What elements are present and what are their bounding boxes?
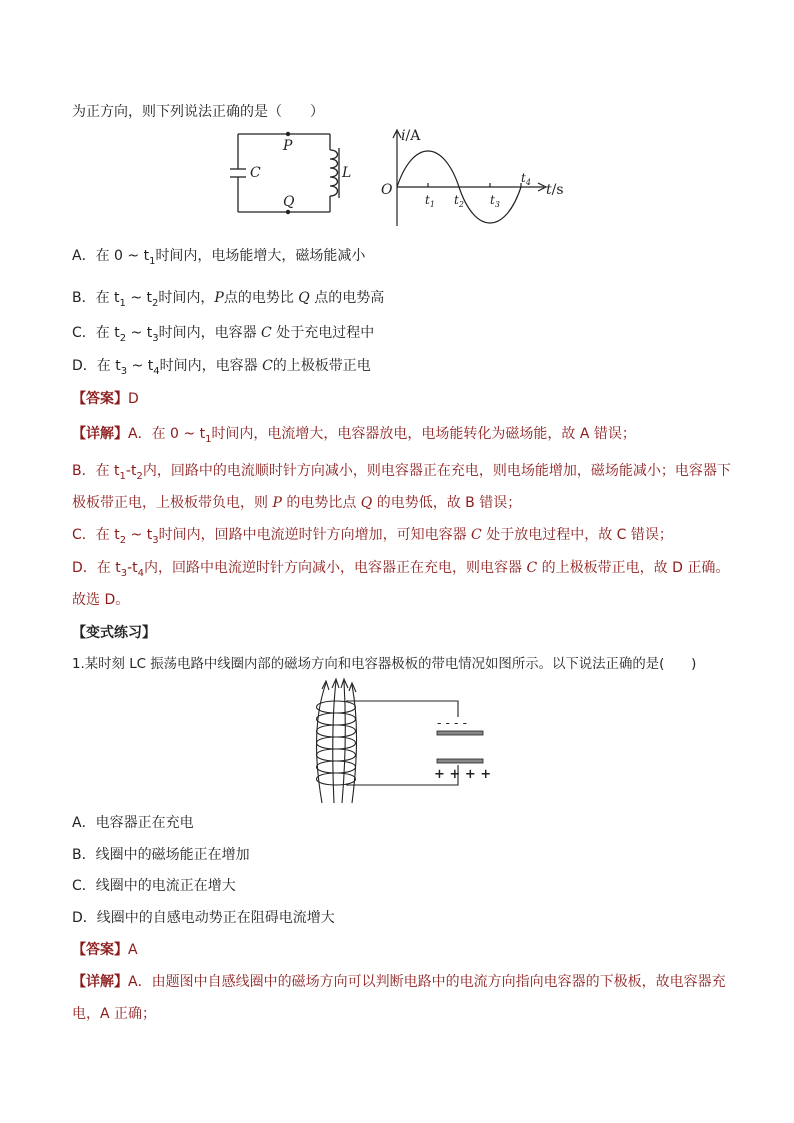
option-d: D．在 $t_3$ ~ $t_4$时间内，电容器 C的上极板带正电 — [72, 358, 371, 377]
option-b: B．在 $t_1$ ~ $t_2$时间内，P点的电势比 Q 点的电势高 — [72, 290, 385, 309]
tick-t1: $t_1$ — [425, 193, 435, 209]
tick-t4: $t_4$ — [521, 171, 531, 187]
coil-capacitor-diagram — [300, 677, 496, 805]
y-axis-label: i/A — [401, 128, 421, 144]
practice-option-d: D．线圈中的自感电动势正在阻碍电流增大 — [72, 910, 335, 926]
capacitor-top-plate — [437, 731, 483, 735]
practice-option-a: A．电容器正在充电 — [72, 815, 194, 831]
practice-option-b: B．线圈中的磁场能正在增加 — [72, 847, 250, 863]
inductor-coil — [330, 150, 338, 196]
coil-turns — [317, 701, 356, 785]
inductor-label: L — [342, 165, 352, 181]
detail-line-3: 极板带正电，上极板带负电，则 P 的电势比点 Q 的电势低，故 B 错误； — [72, 495, 522, 511]
practice-heading: 【变式练习】 — [72, 625, 156, 641]
capacitor-bottom-plate — [437, 759, 483, 763]
answer-line: 【答案】D — [72, 391, 139, 407]
option-a: A．在 0 ~ $t_1$时间内，电场能增大，磁场能减小 — [72, 248, 366, 267]
practice-detail-line-1: 【详解】A．由题图中自感线圈中的磁场方向可以判断电路中的电流方向指向电容器的下极板，故电容器充 — [72, 974, 726, 990]
question-stem: 为正方向，则下列说法正确的是（ ） — [72, 104, 324, 120]
x-axis-label: t/s — [546, 182, 564, 198]
detail-line-2: B．在 $t_1-t_2$内，回路中的电流顺时针方向减小，则电容器正在充电，则电场能增加，磁场能减小；电容器下 — [72, 463, 731, 482]
detail-line-1: 【详解】A．在 0 ~ $t_1$时间内，电流增大，电容器放电，电场能转化为磁场能，故 A 错误； — [72, 426, 636, 445]
practice-option-c: C．线圈中的电流正在增大 — [72, 878, 236, 894]
tick-t3: $t_3$ — [490, 193, 500, 209]
lc-circuit-diagram — [226, 126, 358, 220]
positive-charges: + + + + — [434, 767, 492, 782]
detail-line-6: 故选 D。 — [72, 592, 130, 608]
negative-charges: - - - - — [437, 716, 467, 731]
capacitor-label: C — [250, 165, 261, 181]
tick-t2: $t_2$ — [454, 193, 464, 209]
point-p-label: P — [283, 138, 293, 154]
practice-detail-line-2: 电，A 正确； — [72, 1006, 157, 1022]
detail-line-4: C．在 $t_2$ ~ $t_3$时间内，回路中电流逆时针方向增加，可知电容器 C 处于放电过程中，故 C 错误； — [72, 527, 673, 546]
practice-answer-line: 【答案】A — [72, 942, 138, 958]
option-c: C．在 $t_2$ ~ $t_3$时间内，电容器 C 处于充电过程中 — [72, 325, 375, 344]
current-time-graph — [378, 124, 570, 228]
practice-stem: 1.某时刻 LC 振荡电路中线圈内部的磁场方向和电容器极板的带电情况如图所示。以下说法正确的是( ) — [72, 657, 697, 672]
detail-line-5: D．在 $t_3-t_4$内，回路中电流逆时针方向减小，电容器正在充电，则电容器 C 的上极板带正电，故 D 正确。 — [72, 560, 730, 579]
origin-label: O — [381, 182, 393, 198]
point-q-label: Q — [283, 194, 295, 210]
